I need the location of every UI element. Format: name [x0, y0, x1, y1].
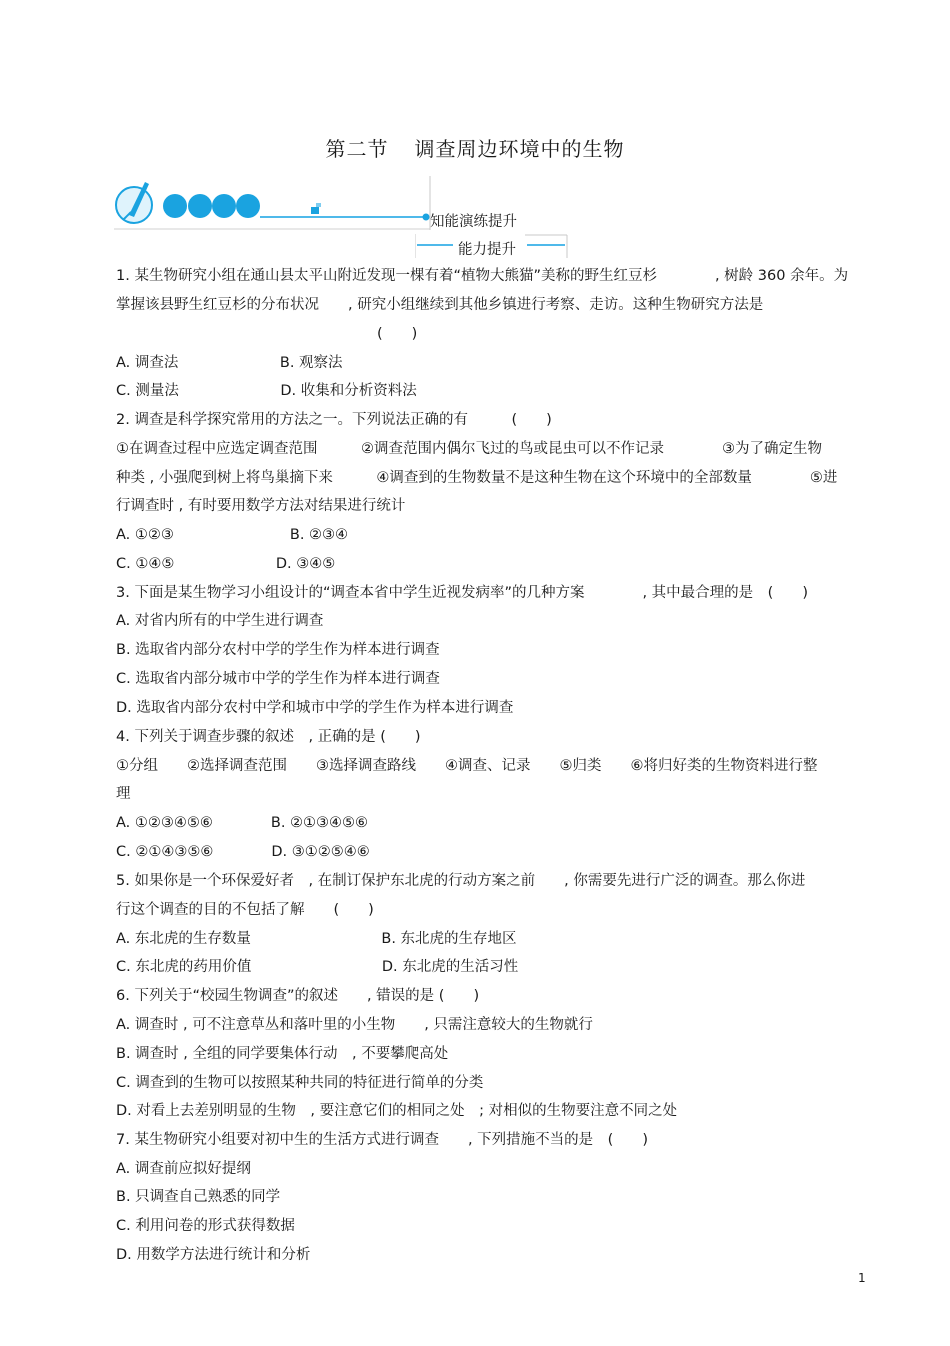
text-line: C. 测量法 D. 收集和分析资料法 [116, 383, 417, 399]
text-line: 种类 , 小强爬到树上将鸟巢摘下来 ④调查到的生物数量不是这种生物在这个环境中的全部数量 ⑤进 [116, 470, 838, 486]
text-line: A. 东北虎的生存数量 B. 东北虎的生存地区 [116, 931, 517, 947]
text-line: A. 调查法 B. 观察法 [116, 355, 343, 371]
section-banner [114, 176, 434, 230]
text-line: 掌握该县野生红豆杉的分布状况 , 研究小组继续到其他乡镇进行考察、走访。这种生物研究方法是 [116, 297, 764, 313]
text-line: ①分组 ②选择调查范围 ③选择调查路线 ④调查、记录 ⑤归类 ⑥将归好类的生物资料进行整 [116, 758, 818, 774]
text-line: 6. 下列关于“校园生物调查”的叙述 , 错误的是 ( ) [116, 988, 480, 1004]
text-line: A. 调查前应拟好提纲 [116, 1161, 251, 1177]
text-line: C. ①④⑤ D. ③④⑤ [116, 556, 336, 572]
text-line: B. 只调查自己熟悉的同学 [116, 1189, 281, 1205]
text-line: D. 用数学方法进行统计和分析 [116, 1247, 311, 1263]
text-line: 7. 某生物研究小组要对初中生的生活方式进行调查 , 下列措施不当的是 ( ) [116, 1132, 648, 1148]
text-line: D. 对看上去差别明显的生物 , 要注意它们的相同之处 ; 对相似的生物要注意不同之处 [116, 1103, 678, 1119]
text-line: 行这个调查的目的不包括了解 ( ) [116, 902, 374, 918]
text-line: A. ①②③④⑤⑥ B. ②①③④⑤⑥ [116, 815, 369, 831]
text-line: B. 调查时 , 全组的同学要集体行动 , 不要攀爬高处 [116, 1046, 449, 1062]
text-line: A. ①②③ B. ②③④ [116, 527, 349, 543]
text-line: ①在调查过程中应选定调查范围 ②调查范围内偶尔飞过的鸟或昆虫可以不作记录 ③为了确定生物 [116, 441, 822, 457]
pen-icon [116, 182, 152, 223]
page-number: 1 [858, 1271, 866, 1285]
decorative-circles [163, 194, 260, 218]
text-line: ( ) [116, 326, 418, 342]
text-line: 1. 某生物研究小组在通山县太平山附近发现一棵有着“植物大熊猫”美称的野生红豆杉 , 树龄 360 余年。为 [116, 268, 849, 284]
text-line: C. 利用问卷的形式获得数据 [116, 1218, 295, 1234]
section-number: 第二节 [325, 137, 389, 161]
text-line: C. 调查到的生物可以按照某种共同的特征进行简单的分类 [116, 1075, 484, 1091]
text-line: B. 选取省内部分农村中学的学生作为样本进行调查 [116, 642, 440, 658]
banner-label: 知能演练提升 [430, 214, 517, 230]
text-line: 行调查时 , 有时要用数学方法对结果进行统计 [116, 498, 406, 514]
text-line: C. 东北虎的药用价值 D. 东北虎的生活习性 [116, 959, 519, 975]
text-line: 2. 调查是科学探究常用的方法之一。下列说法正确的有 ( ) [116, 412, 552, 428]
text-line: A. 对省内所有的中学生进行调查 [116, 613, 324, 629]
text-line: C. ②①④③⑤⑥ D. ③①②⑤④⑥ [116, 844, 370, 860]
banner-dot [423, 214, 430, 221]
text-line: A. 调查时 , 可不注意草丛和落叶里的小生物 , 只需注意较大的生物就行 [116, 1017, 593, 1033]
small-square-icon [311, 207, 319, 214]
text-line: 4. 下列关于调查步骤的叙述 , 正确的是 ( ) [116, 729, 421, 745]
text-line: 理 [116, 786, 131, 802]
text-line: D. 选取省内部分农村中学和城市中学的学生作为样本进行调查 [116, 700, 514, 716]
page-title [0, 133, 950, 162]
text-line: C. 选取省内部分城市中学的学生作为样本进行调查 [116, 671, 440, 687]
text-line: 3. 下面是某生物学习小组设计的“调查本省中学生近视发病率”的几种方案 , 其中最合理的是 ( ) [116, 585, 808, 601]
subheading-label: 能力提升 [458, 242, 516, 258]
text-line: 5. 如果你是一个环保爱好者 , 在制订保护东北虎的行动方案之前 , 你需要先进行广泛的调查。那么你进 [116, 873, 806, 889]
section-name: 调查周边环境中的生物 [414, 137, 625, 161]
